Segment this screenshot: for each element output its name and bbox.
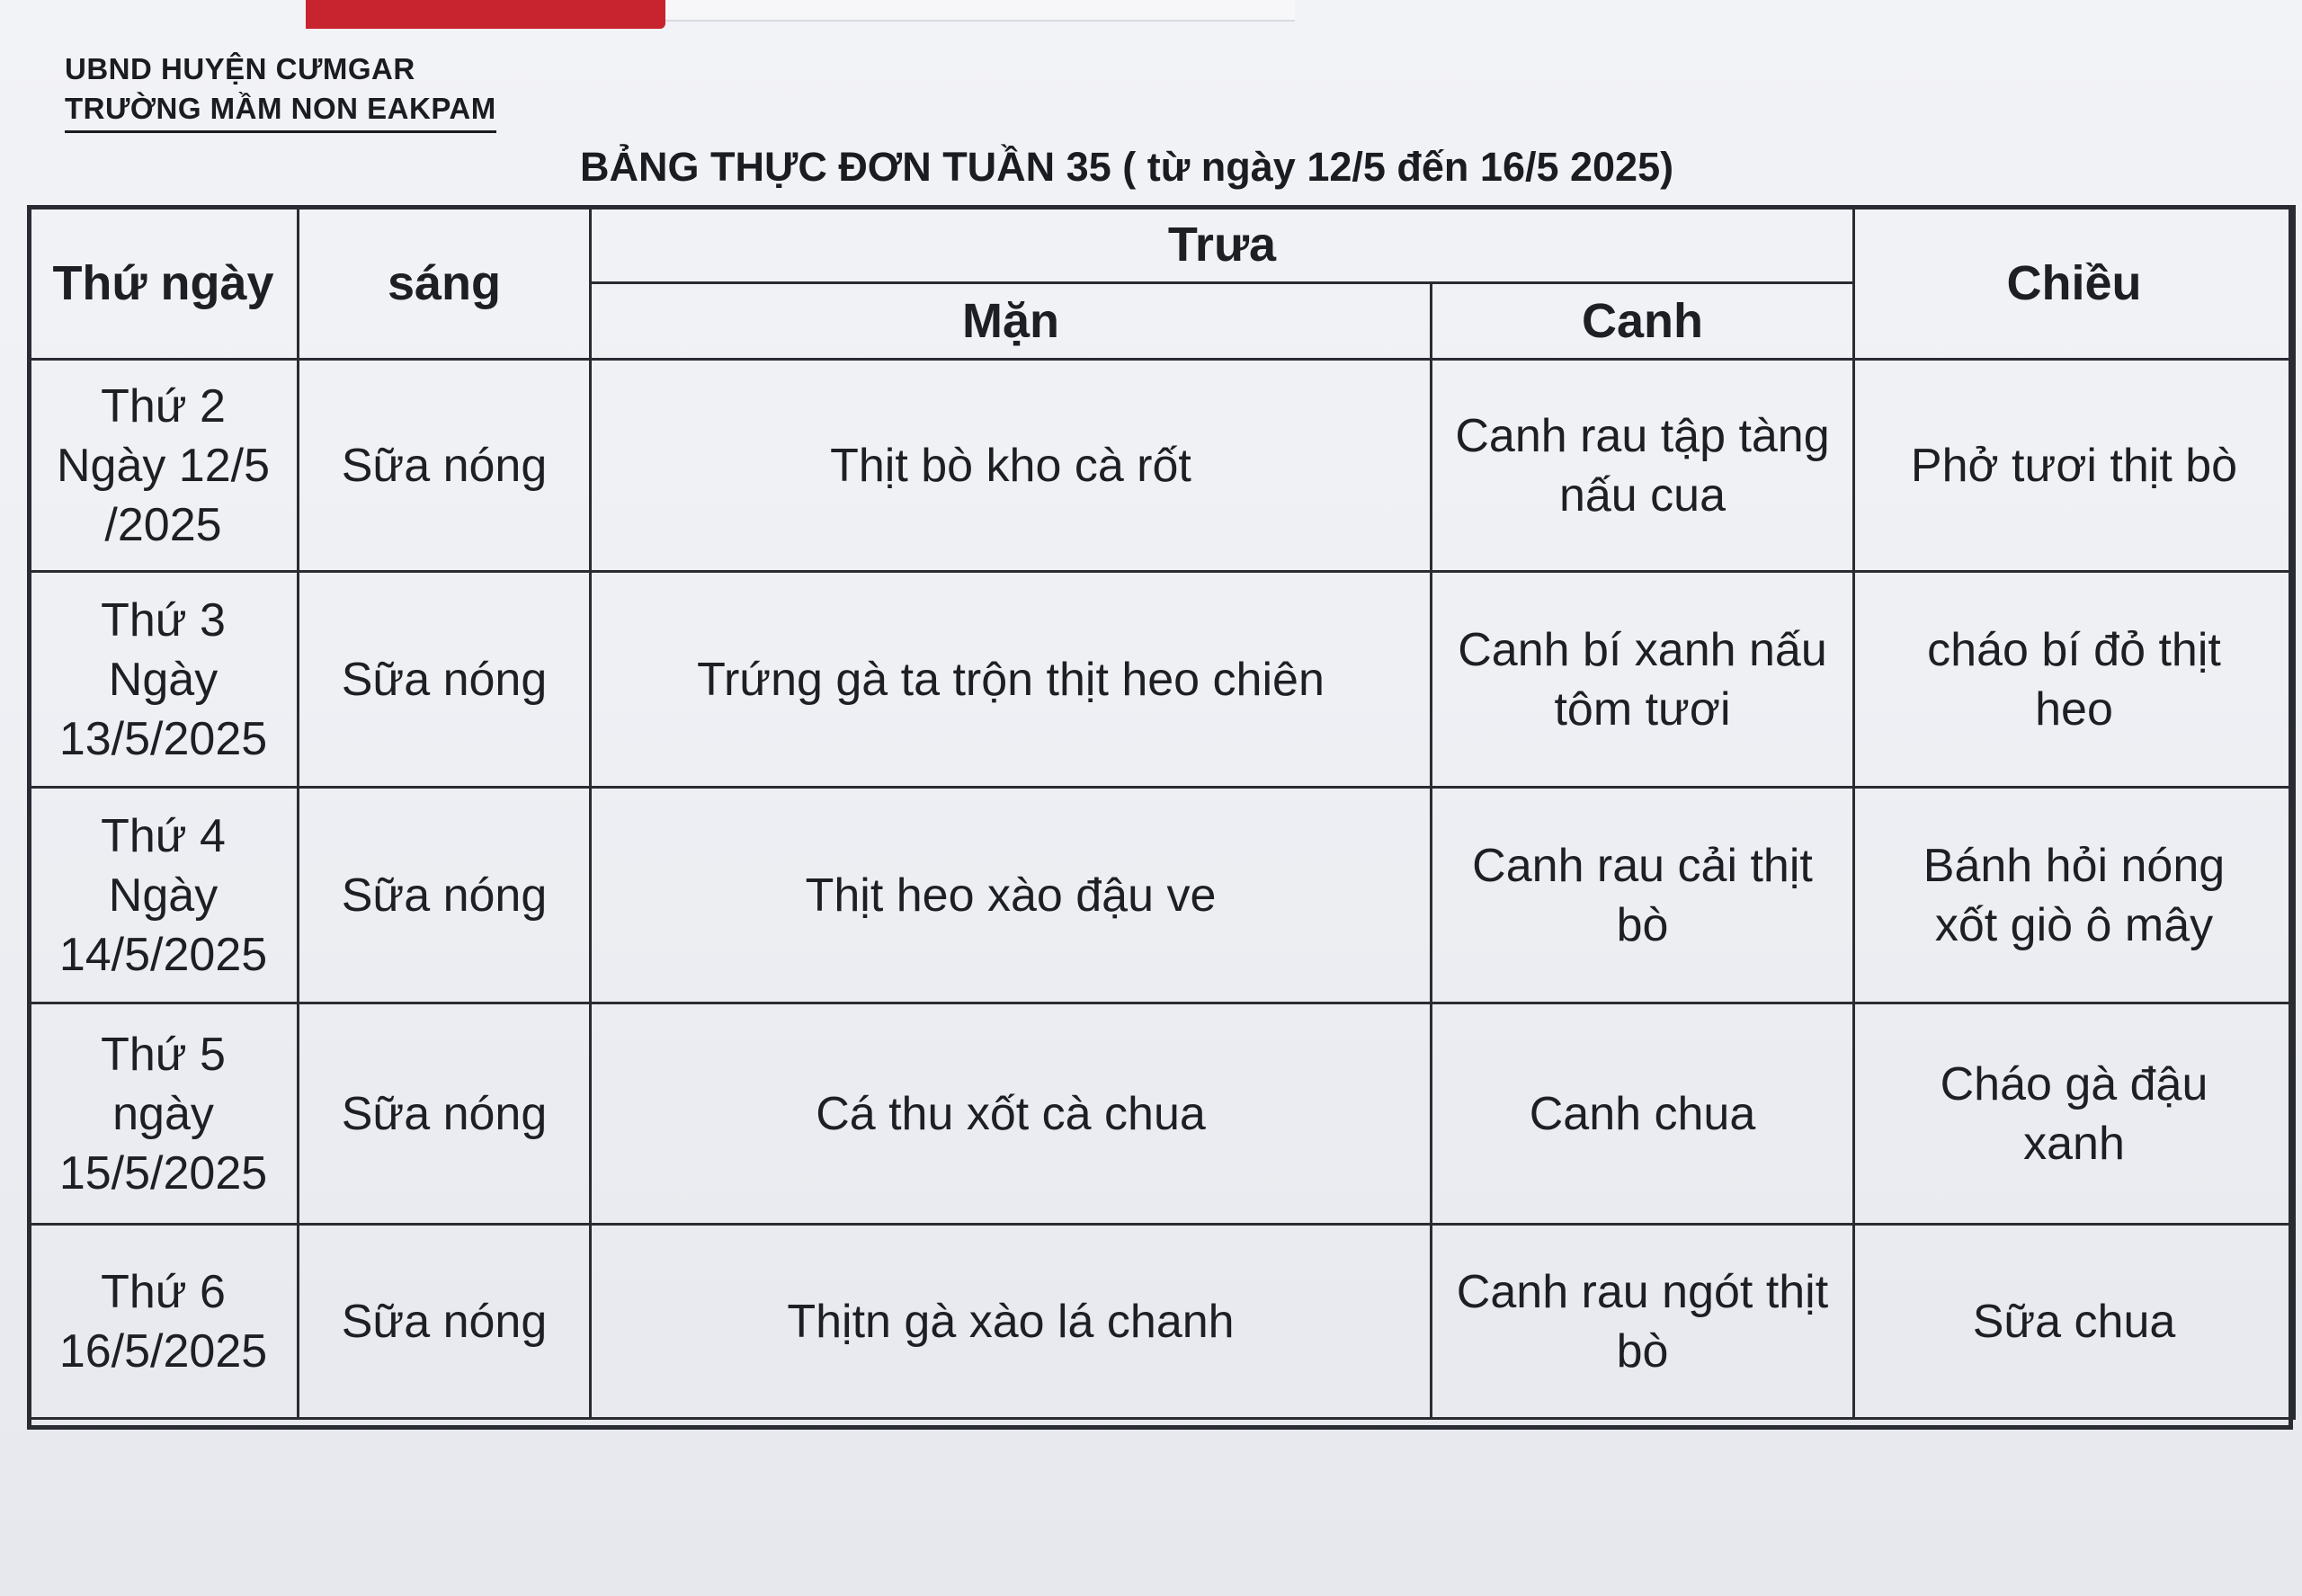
main-dish-cell: Thịt heo xào đậu ve (591, 788, 1432, 1003)
page-title: BẢNG THỰC ĐƠN TUẦN 35 ( từ ngày 12/5 đến 16/5 2025) (580, 144, 1674, 190)
menu-rows (29, 360, 2295, 1419)
afternoon-cell: cháo bí đỏ thịt heo (1854, 572, 2295, 788)
afternoon-cell: Phở tươi thịt bò (1854, 360, 2295, 572)
menu-row (29, 1003, 2295, 1225)
soup-cell: Canh rau ngót thịt bò (1432, 1225, 1854, 1419)
day-cell: Thứ 6 16/5/2025 (29, 1225, 299, 1419)
soup-cell: Canh bí xanh nấu tôm tươi (1432, 572, 1854, 788)
org-line-2: TRƯỜNG MẦM NON EAKPAM (65, 89, 496, 133)
day-cell: Thứ 4 Ngày 14/5/2025 (29, 788, 299, 1003)
organization-header (65, 49, 496, 133)
menu-row (29, 360, 2295, 572)
menu-row (29, 572, 2295, 788)
day-cell: Thứ 2 Ngày 12/5 /2025 (29, 360, 299, 572)
main-dish-cell: Trứng gà ta trộn thịt heo chiên (591, 572, 1432, 788)
menu-row (29, 1225, 2295, 1419)
soup-cell: Canh chua (1432, 1003, 1854, 1225)
org-line-1: UBND HUYỆN CƯMGAR (65, 52, 415, 85)
menu-row (29, 788, 2295, 1003)
red-object-edge (306, 0, 665, 29)
paper-edge-behind (665, 0, 1295, 22)
main-dish-cell: Thịtn gà xào lá chanh (591, 1225, 1432, 1419)
morning-cell: Sữa nóng (299, 1225, 591, 1419)
header-noon: Trưa (591, 207, 1854, 283)
header-afternoon: Chiều (1854, 207, 2295, 360)
afternoon-cell: Cháo gà đậu xanh (1854, 1003, 2295, 1225)
header-morning: sáng (299, 207, 591, 360)
main-dish-cell: Thịt bò kho cà rốt (591, 360, 1432, 572)
soup-cell: Canh rau cải thịt bò (1432, 788, 1854, 1003)
header-noon-main: Mặn (591, 283, 1432, 360)
morning-cell: Sữa nóng (299, 1003, 591, 1225)
main-dish-cell: Cá thu xốt cà chua (591, 1003, 1432, 1225)
morning-cell: Sữa nóng (299, 572, 591, 788)
afternoon-cell: Bánh hỏi nóng xốt giò ô mây (1854, 788, 2295, 1003)
afternoon-cell: Sữa chua (1854, 1225, 2295, 1419)
day-cell: Thứ 3 Ngày 13/5/2025 (29, 572, 299, 788)
soup-cell: Canh rau tập tàng nấu cua (1432, 360, 1854, 572)
morning-cell: Sữa nóng (299, 788, 591, 1003)
day-cell: Thứ 5 ngày 15/5/2025 (29, 1003, 299, 1225)
weekly-menu-table (27, 205, 2296, 1420)
header-day: Thứ ngày (29, 207, 299, 360)
morning-cell: Sữa nóng (299, 360, 591, 572)
header-noon-soup: Canh (1432, 283, 1854, 360)
